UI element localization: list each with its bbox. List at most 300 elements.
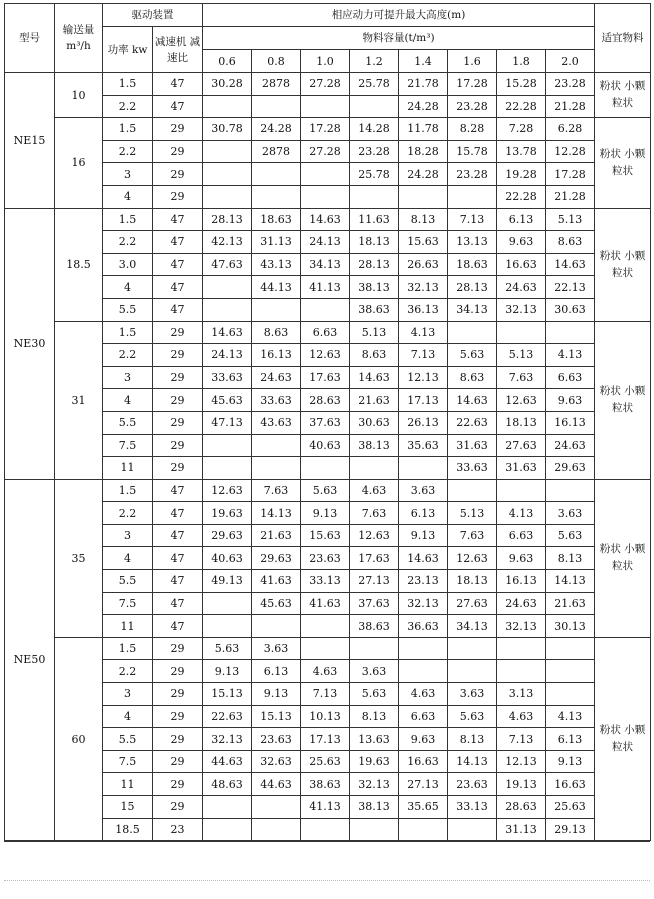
height-value-cell: 48.63 [203, 773, 252, 796]
ratio-cell: 47 [153, 231, 203, 254]
ratio-cell: 29 [153, 637, 203, 660]
height-value-cell: 9.13 [252, 683, 301, 706]
height-value-cell [203, 434, 252, 457]
height-value-cell: 13.13 [448, 231, 497, 254]
ratio-cell: 47 [153, 592, 203, 615]
height-value-cell: 6.13 [546, 728, 595, 751]
height-value-cell: 33.63 [448, 457, 497, 480]
height-value-cell: 9.13 [301, 502, 350, 525]
height-value-cell [497, 321, 546, 344]
height-value-cell: 29.63 [203, 524, 252, 547]
height-value-cell: 18.13 [497, 411, 546, 434]
height-value-cell: 7.63 [497, 366, 546, 389]
height-value-cell: 17.13 [399, 389, 448, 412]
capacity-cell: 18.5 [55, 208, 103, 321]
height-value-cell: 7.63 [350, 502, 399, 525]
height-value-cell: 22.63 [203, 705, 252, 728]
height-value-cell: 15.13 [252, 705, 301, 728]
height-value-cell: 35.65 [399, 796, 448, 819]
header-ratio: 减速机 减速比 [153, 27, 203, 73]
height-value-cell: 16.13 [252, 344, 301, 367]
height-value-cell: 23.28 [546, 73, 595, 96]
height-value-cell [546, 637, 595, 660]
height-value-cell: 19.63 [203, 502, 252, 525]
height-value-cell: 4.13 [546, 705, 595, 728]
height-value-cell: 40.63 [301, 434, 350, 457]
height-value-cell: 21.28 [546, 185, 595, 208]
height-value-cell [252, 457, 301, 480]
height-value-cell: 21.78 [399, 73, 448, 96]
height-value-cell: 24.63 [497, 592, 546, 615]
ratio-cell: 47 [153, 276, 203, 299]
height-value-cell: 28.63 [497, 796, 546, 819]
height-value-cell [497, 637, 546, 660]
height-value-cell: 32.13 [203, 728, 252, 751]
height-value-cell: 38.13 [350, 276, 399, 299]
height-value-cell: 16.63 [497, 253, 546, 276]
height-value-cell: 21.63 [350, 389, 399, 412]
height-value-cell: 44.63 [252, 773, 301, 796]
height-value-cell: 4.63 [497, 705, 546, 728]
height-value-cell: 23.28 [448, 163, 497, 186]
height-value-cell: 29.63 [252, 547, 301, 570]
power-cell: 4 [103, 389, 153, 412]
header-heights: 相应动力可提升最大高度(m) [203, 4, 595, 27]
height-value-cell: 43.63 [252, 411, 301, 434]
model-cell: NE30 [5, 208, 55, 479]
height-value-cell: 38.13 [350, 796, 399, 819]
height-value-cell: 21.63 [252, 524, 301, 547]
ratio-cell: 29 [153, 185, 203, 208]
height-value-cell: 9.63 [497, 231, 546, 254]
ratio-cell: 29 [153, 750, 203, 773]
height-value-cell [203, 298, 252, 321]
height-value-cell: 30.78 [203, 118, 252, 141]
capacity-cell: 10 [55, 73, 103, 118]
height-value-cell: 15.13 [203, 683, 252, 706]
height-value-cell: 22.28 [497, 95, 546, 118]
height-value-cell [203, 163, 252, 186]
height-value-cell: 14.63 [399, 547, 448, 570]
height-value-cell: 12.63 [448, 547, 497, 570]
power-cell: 4 [103, 276, 153, 299]
power-cell: 5.5 [103, 298, 153, 321]
ratio-cell: 29 [153, 796, 203, 819]
height-value-cell: 31.13 [252, 231, 301, 254]
height-value-cell: 22.13 [546, 276, 595, 299]
height-value-cell [448, 185, 497, 208]
height-value-cell: 15.63 [399, 231, 448, 254]
model-cell: NE15 [5, 73, 55, 209]
ratio-cell: 29 [153, 366, 203, 389]
height-value-cell: 22.63 [448, 411, 497, 434]
height-value-cell [546, 479, 595, 502]
height-value-cell [252, 185, 301, 208]
ratio-cell: 47 [153, 479, 203, 502]
power-cell: 11 [103, 457, 153, 480]
ratio-cell: 29 [153, 411, 203, 434]
height-value-cell [399, 185, 448, 208]
height-value-cell: 5.63 [350, 683, 399, 706]
ratio-cell: 47 [153, 615, 203, 638]
density-header-cell: 1.4 [399, 50, 448, 73]
density-header-cell: 1.8 [497, 50, 546, 73]
height-value-cell: 6.13 [252, 660, 301, 683]
height-value-cell: 5.63 [301, 479, 350, 502]
table-row [5, 208, 651, 231]
height-value-cell [448, 637, 497, 660]
height-value-cell: 38.63 [350, 615, 399, 638]
height-value-cell: 9.63 [546, 389, 595, 412]
height-value-cell [497, 660, 546, 683]
power-cell: 4 [103, 547, 153, 570]
power-cell: 7.5 [103, 592, 153, 615]
height-value-cell: 11.78 [399, 118, 448, 141]
height-value-cell: 24.13 [301, 231, 350, 254]
header-row-1 [5, 4, 651, 27]
height-value-cell: 8.63 [252, 321, 301, 344]
height-value-cell: 7.13 [399, 344, 448, 367]
height-value-cell: 40.63 [203, 547, 252, 570]
height-value-cell: 36.63 [399, 615, 448, 638]
height-value-cell [203, 276, 252, 299]
height-value-cell: 12.13 [399, 366, 448, 389]
height-value-cell [203, 185, 252, 208]
height-value-cell: 3.63 [448, 683, 497, 706]
power-cell: 5.5 [103, 728, 153, 751]
height-value-cell: 47.63 [203, 253, 252, 276]
power-cell: 2.2 [103, 502, 153, 525]
height-value-cell: 6.63 [546, 366, 595, 389]
height-value-cell: 18.13 [448, 570, 497, 593]
material-cell: 粉状 小颗粒状 [595, 208, 651, 321]
height-value-cell: 27.28 [301, 73, 350, 96]
height-value-cell: 14.63 [203, 321, 252, 344]
height-value-cell: 44.63 [203, 750, 252, 773]
height-value-cell: 30.13 [546, 615, 595, 638]
height-value-cell: 37.63 [350, 592, 399, 615]
height-value-cell: 14.13 [448, 750, 497, 773]
height-value-cell: 5.63 [203, 637, 252, 660]
height-value-cell: 7.13 [301, 683, 350, 706]
height-value-cell: 30.63 [546, 298, 595, 321]
height-value-cell: 32.63 [252, 750, 301, 773]
ratio-cell: 47 [153, 570, 203, 593]
height-value-cell: 14.63 [350, 366, 399, 389]
density-header-cell: 0.8 [252, 50, 301, 73]
height-value-cell [203, 457, 252, 480]
height-value-cell: 5.63 [546, 524, 595, 547]
height-value-cell: 14.63 [546, 253, 595, 276]
header-density: 物料容量(t/m³) [203, 27, 595, 50]
height-value-cell: 33.63 [252, 389, 301, 412]
height-value-cell: 3.63 [546, 502, 595, 525]
ratio-cell: 29 [153, 457, 203, 480]
ratio-cell: 29 [153, 660, 203, 683]
height-value-cell: 43.13 [252, 253, 301, 276]
height-value-cell: 28.13 [448, 276, 497, 299]
density-header-cell: 0.6 [203, 50, 252, 73]
power-cell: 2.2 [103, 140, 153, 163]
ratio-cell: 29 [153, 434, 203, 457]
header-material: 适宜物料 [595, 4, 651, 73]
height-value-cell: 6.13 [497, 208, 546, 231]
ratio-cell: 29 [153, 728, 203, 751]
height-value-cell: 15.78 [448, 140, 497, 163]
density-header-cell: 1.0 [301, 50, 350, 73]
height-value-cell: 23.63 [448, 773, 497, 796]
height-value-cell: 38.63 [350, 298, 399, 321]
height-value-cell: 16.63 [546, 773, 595, 796]
ratio-cell: 29 [153, 389, 203, 412]
height-value-cell: 24.13 [203, 344, 252, 367]
height-value-cell [301, 298, 350, 321]
height-value-cell: 3.63 [252, 637, 301, 660]
power-cell: 2.2 [103, 231, 153, 254]
height-value-cell: 27.13 [350, 570, 399, 593]
ratio-cell: 47 [153, 547, 203, 570]
height-value-cell: 23.28 [448, 95, 497, 118]
height-value-cell: 17.28 [301, 118, 350, 141]
height-value-cell: 9.13 [203, 660, 252, 683]
capacity-cell: 35 [55, 479, 103, 637]
height-value-cell [350, 95, 399, 118]
height-value-cell: 18.13 [350, 231, 399, 254]
height-value-cell [399, 818, 448, 841]
density-header-cell: 1.2 [350, 50, 399, 73]
height-value-cell: 41.13 [301, 796, 350, 819]
power-cell: 15 [103, 796, 153, 819]
ratio-cell: 47 [153, 298, 203, 321]
height-value-cell: 49.13 [203, 570, 252, 593]
height-value-cell: 17.28 [546, 163, 595, 186]
table-footer-space [4, 841, 650, 882]
height-value-cell: 2878 [252, 140, 301, 163]
height-value-cell [203, 615, 252, 638]
height-value-cell [448, 321, 497, 344]
height-value-cell: 27.28 [301, 140, 350, 163]
height-value-cell: 4.13 [399, 321, 448, 344]
table-row [5, 73, 651, 96]
density-header-cell: 2.0 [546, 50, 595, 73]
height-value-cell: 34.13 [301, 253, 350, 276]
height-value-cell: 6.13 [399, 502, 448, 525]
power-cell: 3 [103, 683, 153, 706]
height-value-cell [252, 796, 301, 819]
table-row [5, 118, 651, 141]
header-drive: 驱动装置 [103, 4, 203, 27]
height-value-cell [252, 615, 301, 638]
height-value-cell: 25.78 [350, 73, 399, 96]
height-value-cell: 29.13 [546, 818, 595, 841]
height-value-cell: 9.13 [399, 524, 448, 547]
height-value-cell: 8.13 [546, 547, 595, 570]
height-value-cell: 12.63 [203, 479, 252, 502]
height-value-cell: 17.63 [350, 547, 399, 570]
height-value-cell: 23.63 [252, 728, 301, 751]
height-value-cell [301, 457, 350, 480]
height-value-cell [203, 818, 252, 841]
height-value-cell: 41.63 [301, 592, 350, 615]
density-header-cell: 1.6 [448, 50, 497, 73]
height-value-cell: 14.13 [252, 502, 301, 525]
header-capacity: 输送量 m³/h [55, 4, 103, 73]
power-cell: 1.5 [103, 208, 153, 231]
height-value-cell: 9.63 [399, 728, 448, 751]
height-value-cell [350, 185, 399, 208]
height-value-cell: 34.13 [448, 615, 497, 638]
height-value-cell: 32.13 [399, 276, 448, 299]
height-value-cell: 24.63 [497, 276, 546, 299]
height-value-cell [448, 818, 497, 841]
height-value-cell [546, 660, 595, 683]
power-cell: 4 [103, 185, 153, 208]
height-value-cell [203, 95, 252, 118]
ratio-cell: 23 [153, 818, 203, 841]
height-value-cell: 27.13 [399, 773, 448, 796]
height-value-cell: 5.13 [546, 208, 595, 231]
height-value-cell: 14.63 [448, 389, 497, 412]
height-value-cell: 8.28 [448, 118, 497, 141]
height-value-cell [252, 163, 301, 186]
power-cell: 2.2 [103, 95, 153, 118]
material-cell: 粉状 小颗粒状 [595, 321, 651, 479]
height-value-cell: 16.63 [399, 750, 448, 773]
height-value-cell: 12.63 [301, 344, 350, 367]
height-value-cell [399, 660, 448, 683]
height-value-cell: 3.13 [497, 683, 546, 706]
ratio-cell: 47 [153, 253, 203, 276]
height-value-cell: 23.63 [301, 547, 350, 570]
height-value-cell: 32.13 [497, 615, 546, 638]
ratio-cell: 47 [153, 73, 203, 96]
power-cell: 1.5 [103, 118, 153, 141]
height-value-cell: 28.13 [350, 253, 399, 276]
lift-height-table [4, 3, 651, 841]
height-value-cell: 4.63 [301, 660, 350, 683]
height-value-cell: 26.63 [399, 253, 448, 276]
power-cell: 3 [103, 366, 153, 389]
height-value-cell: 7.13 [448, 208, 497, 231]
material-cell: 粉状 小颗粒状 [595, 118, 651, 208]
ratio-cell: 29 [153, 321, 203, 344]
material-cell: 粉状 小颗粒状 [595, 479, 651, 637]
height-value-cell: 15.63 [301, 524, 350, 547]
height-value-cell: 27.63 [448, 592, 497, 615]
height-value-cell: 24.63 [252, 366, 301, 389]
height-value-cell: 4.63 [350, 479, 399, 502]
height-value-cell: 36.13 [399, 298, 448, 321]
height-value-cell: 18.63 [252, 208, 301, 231]
height-value-cell: 7.28 [497, 118, 546, 141]
power-cell: 1.5 [103, 73, 153, 96]
height-value-cell: 10.13 [301, 705, 350, 728]
height-value-cell: 47.13 [203, 411, 252, 434]
height-value-cell [252, 818, 301, 841]
ratio-cell: 29 [153, 140, 203, 163]
power-cell: 11 [103, 615, 153, 638]
height-value-cell [301, 95, 350, 118]
height-value-cell: 26.13 [399, 411, 448, 434]
table-row [5, 479, 651, 502]
height-value-cell: 24.28 [252, 118, 301, 141]
height-value-cell: 24.28 [399, 163, 448, 186]
height-value-cell: 23.13 [399, 570, 448, 593]
height-value-cell: 5.63 [448, 344, 497, 367]
height-value-cell: 17.13 [301, 728, 350, 751]
power-cell: 7.5 [103, 434, 153, 457]
power-cell: 1.5 [103, 637, 153, 660]
height-value-cell: 2878 [252, 73, 301, 96]
height-value-cell: 21.63 [546, 592, 595, 615]
height-value-cell [448, 479, 497, 502]
height-value-cell [301, 163, 350, 186]
height-value-cell: 4.63 [399, 683, 448, 706]
ratio-cell: 29 [153, 773, 203, 796]
height-value-cell: 24.63 [546, 434, 595, 457]
height-value-cell: 11.63 [350, 208, 399, 231]
height-value-cell [546, 321, 595, 344]
height-value-cell: 4.13 [546, 344, 595, 367]
power-cell: 4 [103, 705, 153, 728]
height-value-cell: 4.13 [497, 502, 546, 525]
power-cell: 3 [103, 163, 153, 186]
height-value-cell: 35.63 [399, 434, 448, 457]
power-cell: 5.5 [103, 411, 153, 434]
height-value-cell: 23.28 [350, 140, 399, 163]
height-value-cell: 12.63 [497, 389, 546, 412]
height-value-cell: 6.63 [399, 705, 448, 728]
height-value-cell: 22.28 [497, 185, 546, 208]
height-value-cell: 25.78 [350, 163, 399, 186]
height-value-cell: 8.63 [546, 231, 595, 254]
table-row [5, 637, 651, 660]
power-cell: 11 [103, 773, 153, 796]
ratio-cell: 29 [153, 344, 203, 367]
height-value-cell: 31.63 [497, 457, 546, 480]
power-cell: 2.2 [103, 344, 153, 367]
height-value-cell: 27.63 [497, 434, 546, 457]
height-value-cell [203, 140, 252, 163]
height-value-cell: 3.63 [350, 660, 399, 683]
page-bottom-rule [4, 880, 650, 881]
height-value-cell: 44.13 [252, 276, 301, 299]
height-value-cell: 42.13 [203, 231, 252, 254]
height-value-cell: 7.63 [448, 524, 497, 547]
ratio-cell: 47 [153, 95, 203, 118]
height-value-cell: 13.63 [350, 728, 399, 751]
height-value-cell: 6.63 [301, 321, 350, 344]
height-value-cell [399, 457, 448, 480]
height-value-cell: 7.63 [252, 479, 301, 502]
table-row [5, 321, 651, 344]
height-value-cell: 38.63 [301, 773, 350, 796]
height-value-cell [252, 434, 301, 457]
height-value-cell: 32.13 [350, 773, 399, 796]
height-value-cell: 14.63 [301, 208, 350, 231]
height-value-cell: 9.13 [546, 750, 595, 773]
height-value-cell: 30.28 [203, 73, 252, 96]
height-value-cell: 12.63 [350, 524, 399, 547]
height-value-cell: 24.28 [399, 95, 448, 118]
height-value-cell: 9.63 [497, 547, 546, 570]
height-value-cell [497, 479, 546, 502]
height-value-cell: 19.28 [497, 163, 546, 186]
height-value-cell: 34.13 [448, 298, 497, 321]
height-value-cell: 8.63 [350, 344, 399, 367]
height-value-cell: 29.63 [546, 457, 595, 480]
height-value-cell [252, 95, 301, 118]
